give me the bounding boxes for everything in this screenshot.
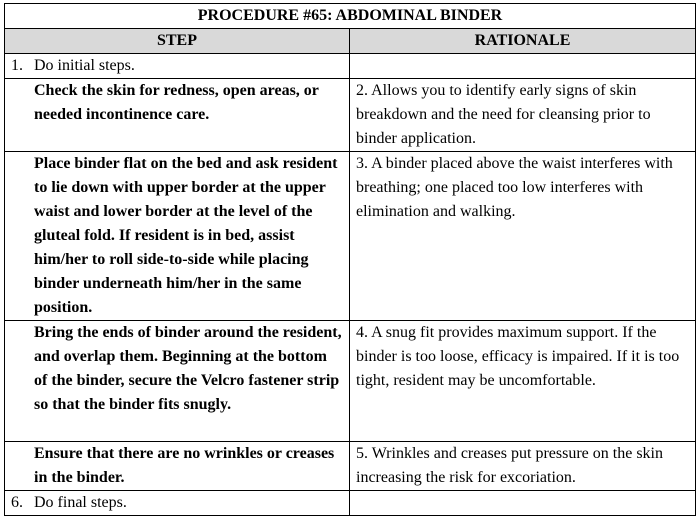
step-number — [11, 321, 34, 345]
step-number: 1. — [11, 57, 23, 74]
step-column-header: STEP — [5, 29, 350, 54]
step-text: Ensure that there are no wrinkles or creases in the binder. — [34, 445, 335, 486]
step-cell — [5, 79, 350, 152]
rationale-cell: 4. A snug fit provides maximum support. If the binder is too loose, efficacy is impaired. If it is too tight, resident may be uncomfortable. — [350, 321, 696, 442]
rationale-cell: 3. A binder placed above the waist interferes with breathing; one placed too low interferes with elimination and walking. — [350, 152, 696, 321]
rationale-cell: 5. Wrinkles and creases put pressure on the skin increasing the risk for excoriation. — [350, 442, 696, 491]
step-cell — [5, 321, 350, 442]
step-text: Do initial steps. — [34, 57, 135, 74]
step-number — [11, 79, 34, 103]
step-cell — [5, 152, 350, 321]
step-text: Check the skin for redness, open areas, or needed incontinence care. — [34, 82, 319, 123]
procedure-title: PROCEDURE #65: ABDOMINAL BINDER — [5, 4, 696, 29]
table-row — [5, 152, 696, 321]
table-row — [5, 54, 696, 79]
step-number — [11, 152, 34, 176]
table-row — [5, 79, 696, 152]
step-cell — [5, 442, 350, 491]
step-text: Bring the ends of binder around the resident, and overlap them. Beginning at the bottom of the binder, secure the Velcro fastener strip so that the binder fits snugly. — [34, 324, 342, 413]
step-cell — [5, 491, 350, 516]
table-row — [5, 491, 696, 516]
table-row — [5, 442, 696, 491]
rationale-cell: 2. Allows you to identify early signs of skin breakdown and the need for cleansing prior to binder application. — [350, 79, 696, 152]
table-row — [5, 321, 696, 442]
procedure-table — [4, 3, 696, 516]
header-row — [5, 29, 696, 54]
step-cell — [5, 54, 350, 79]
rationale-column-header: RATIONALE — [350, 29, 696, 54]
rationale-cell — [350, 491, 696, 516]
title-row — [5, 4, 696, 29]
step-number — [11, 442, 34, 466]
rationale-cell — [350, 54, 696, 79]
step-text: Do final steps. — [34, 494, 127, 511]
step-number: 6. — [11, 494, 23, 511]
step-text: Place binder flat on the bed and ask resident to lie down with upper border at the upper waist and lower border at the level of the gluteal fold. If resident is in bed, assist him/her to roll side-to-side while placing binder underneath him/her in the same position. — [34, 155, 338, 316]
